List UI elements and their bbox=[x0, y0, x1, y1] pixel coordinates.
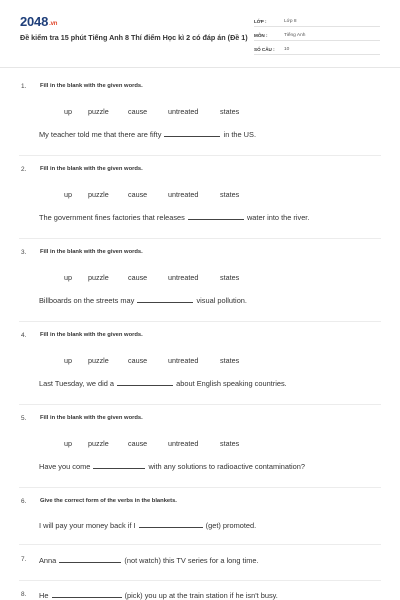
word-bank-item: up bbox=[64, 273, 72, 282]
question-sentence bbox=[39, 130, 256, 139]
sentence-end: visual pollution. bbox=[196, 296, 247, 305]
meta-value: Tiếng Anh bbox=[284, 33, 306, 38]
word-bank-item: untreated bbox=[168, 190, 199, 199]
page-title: Đề kiểm tra 15 phút Tiếng Anh 8 Thí điểm Học kì 2 có đáp án (Đề 1) bbox=[20, 33, 248, 42]
answer-blank[interactable] bbox=[139, 521, 203, 528]
word-bank-item: cause bbox=[128, 439, 148, 448]
divider bbox=[19, 487, 381, 488]
sentence-start: The government fines factories that releases bbox=[39, 213, 185, 222]
sentence-end: (not watch) this TV series for a long time. bbox=[124, 556, 259, 565]
meta-label: SỐ CÂU : bbox=[254, 47, 275, 52]
word-bank-item: puzzle bbox=[88, 356, 109, 365]
logo-suffix: .vn bbox=[49, 21, 58, 27]
question-number: 6. bbox=[21, 498, 27, 505]
divider bbox=[19, 155, 381, 156]
meta-row-subject bbox=[254, 28, 380, 41]
divider bbox=[19, 544, 381, 545]
answer-blank[interactable] bbox=[52, 591, 122, 598]
question-number: 4. bbox=[21, 332, 27, 339]
question-number: 1. bbox=[21, 83, 27, 90]
word-bank-item: untreated bbox=[168, 439, 199, 448]
answer-blank[interactable] bbox=[59, 556, 121, 563]
word-bank-item: puzzle bbox=[88, 439, 109, 448]
word-bank-item: untreated bbox=[168, 356, 199, 365]
sentence-start: Have you come bbox=[39, 462, 91, 471]
word-bank-item: puzzle bbox=[88, 273, 109, 282]
word-bank-item: puzzle bbox=[88, 190, 109, 199]
site-logo[interactable] bbox=[20, 14, 57, 29]
question-sentence bbox=[39, 296, 247, 305]
word-bank-item: untreated bbox=[168, 107, 199, 116]
divider bbox=[19, 238, 381, 239]
sentence-start: My teacher told me that there are fifty bbox=[39, 130, 162, 139]
meta-row-count bbox=[254, 42, 380, 55]
question-number: 8. bbox=[21, 591, 27, 598]
question-sentence bbox=[39, 591, 278, 600]
question-instruction: Fill in the blank with the given words. bbox=[40, 332, 143, 338]
header bbox=[0, 0, 400, 68]
sentence-end: (get) promoted. bbox=[205, 521, 257, 530]
sentence-start: He bbox=[39, 591, 49, 600]
question-number: 7. bbox=[21, 556, 27, 563]
sentence-end: water into the river. bbox=[246, 213, 310, 222]
question-number: 2. bbox=[21, 166, 27, 173]
sentence-start: Anna bbox=[39, 556, 57, 565]
question-sentence bbox=[39, 556, 259, 565]
answer-blank[interactable] bbox=[137, 296, 193, 303]
word-bank-item: states bbox=[220, 439, 240, 448]
word-bank-item: states bbox=[220, 356, 240, 365]
question-number: 5. bbox=[21, 415, 27, 422]
divider bbox=[19, 580, 381, 581]
answer-blank[interactable] bbox=[117, 379, 173, 386]
question-instruction: Fill in the blank with the given words. bbox=[40, 415, 143, 421]
question-sentence bbox=[39, 462, 305, 471]
divider bbox=[19, 404, 381, 405]
question-instruction: Fill in the blank with the given words. bbox=[40, 166, 143, 172]
word-bank-item: cause bbox=[128, 273, 148, 282]
meta-row-class bbox=[254, 14, 380, 27]
sentence-end: about English speaking countries. bbox=[176, 379, 287, 388]
word-bank-item: puzzle bbox=[88, 107, 109, 116]
divider bbox=[19, 321, 381, 322]
meta-value: 10 bbox=[284, 47, 290, 52]
sentence-start: Billboards on the streets may bbox=[39, 296, 135, 305]
question-sentence bbox=[39, 379, 287, 388]
logo-main: 2048 bbox=[20, 14, 49, 29]
sentence-end: (pick) you up at the train station if he isn't busy. bbox=[124, 591, 278, 600]
sentence-end: in the US. bbox=[223, 130, 257, 139]
sentence-start: I will pay your money back if I bbox=[39, 521, 136, 530]
question-sentence bbox=[39, 521, 256, 530]
question-instruction: Fill in the blank with the given words. bbox=[40, 83, 143, 89]
word-bank-item: up bbox=[64, 107, 72, 116]
answer-blank[interactable] bbox=[188, 213, 244, 220]
question-sentence bbox=[39, 213, 309, 222]
question-number: 3. bbox=[21, 249, 27, 256]
word-bank-item: states bbox=[220, 273, 240, 282]
word-bank-item: up bbox=[64, 439, 72, 448]
question-instruction: Fill in the blank with the given words. bbox=[40, 249, 143, 255]
word-bank-item: cause bbox=[128, 190, 148, 199]
word-bank-item: cause bbox=[128, 107, 148, 116]
sentence-end: with any solutions to radioactive contamination? bbox=[148, 462, 306, 471]
word-bank-item: untreated bbox=[168, 273, 199, 282]
answer-blank[interactable] bbox=[93, 462, 145, 469]
word-bank-item: states bbox=[220, 107, 240, 116]
word-bank-item: cause bbox=[128, 356, 148, 365]
meta-label: MÔN : bbox=[254, 33, 268, 38]
sentence-start: Last Tuesday, we did a bbox=[39, 379, 115, 388]
word-bank-item: up bbox=[64, 356, 72, 365]
meta-panel bbox=[254, 14, 380, 56]
word-bank-item: states bbox=[220, 190, 240, 199]
word-bank-item: up bbox=[64, 190, 72, 199]
question-instruction: Give the correct form of the verbs in the blankets. bbox=[40, 498, 177, 504]
answer-blank[interactable] bbox=[164, 130, 220, 137]
meta-label: LỚP : bbox=[254, 19, 267, 24]
meta-value: Lớp 8 bbox=[284, 19, 297, 24]
